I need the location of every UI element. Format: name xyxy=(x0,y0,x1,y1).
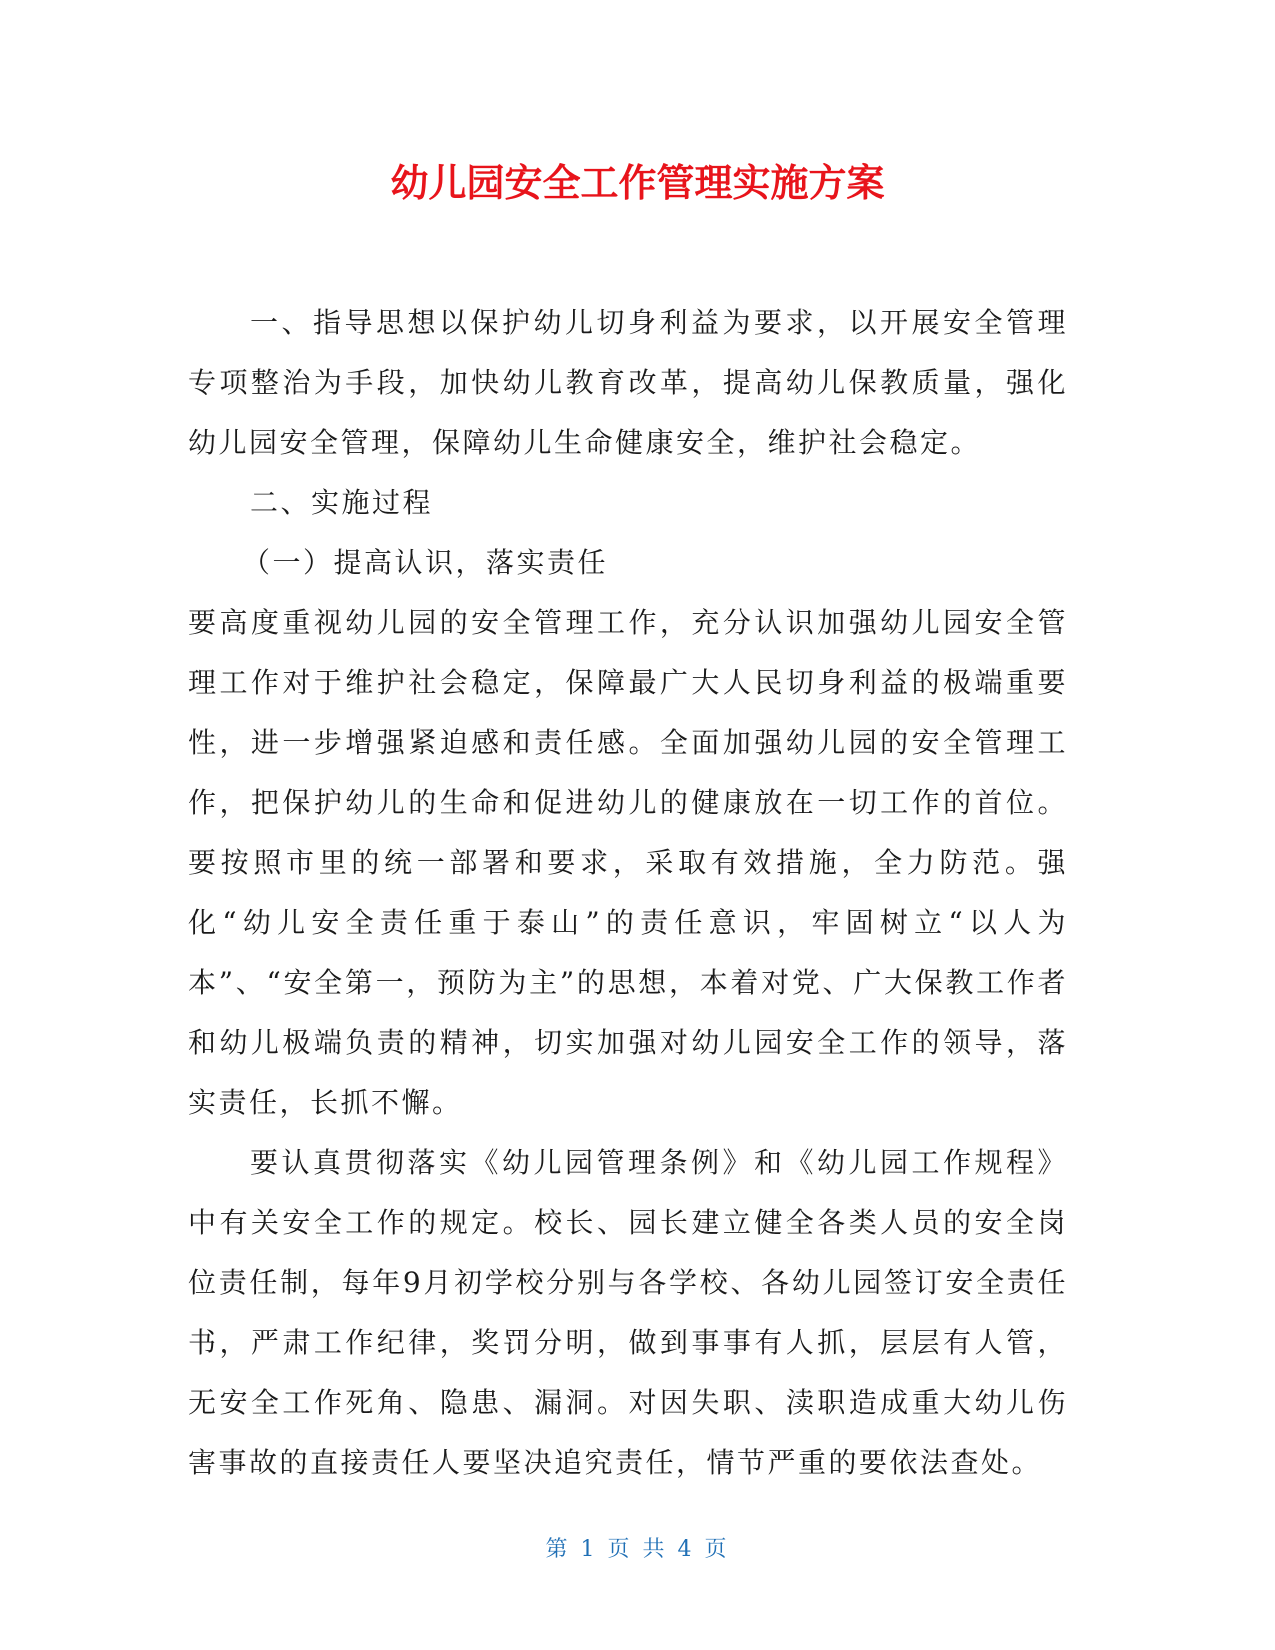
paragraph-implement-regulations: 要认真贯彻落实《幼儿园管理条例》和《幼儿园工作规程》中有关安全工作的规定。校长、园长建立健全各类人员的安全岗位责任制，每年9月初学校分别与各学校、各幼儿园签订安全责任书，严肃工作纪律，奖罚分明，做到事事有人抓，层层有人管，无安全工作死角、隐患、漏洞。对因失职、渎职造成重大幼儿伤害事故的直接责任人要坚决追究责任，情节严重的要依法查处。 xyxy=(188,1146,1068,1479)
document-title: 幼儿园安全工作管理实施方案 xyxy=(390,161,885,205)
page-number-footer: 第 1 页 共 4 页 xyxy=(545,1537,730,1562)
document-body xyxy=(188,293,1068,1493)
paragraph-attach-importance: 要高度重视幼儿园的安全管理工作，充分认识加强幼儿园安全管理工作对于维护社会稳定，保障最广大人民切身利益的极端重要性，进一步增强紧迫感和责任感。全面加强幼儿园的安全管理工作，把保护幼儿的生命和促进幼儿的健康放在一切工作的首位。要按照市里的统一部署和要求，采取有效措施，全力防范。强化“幼儿安全责任重于泰山”的责任意识，牢固树立“以人为本”、“安全第一，预防为主”的思想，本着对党、广大保教工作者和幼儿极端负责的精神，切实加强对幼儿园安全工作的领导，落实责任，长抓不懈。 xyxy=(188,606,1068,1119)
heading-implementation-process: 二、实施过程 xyxy=(250,486,434,519)
subheading-raise-awareness: （一）提高认识，落实责任 xyxy=(242,546,609,579)
paragraph-guiding-ideology: 一、指导思想以保护幼儿切身利益为要求，以开展安全管理专项整治为手段，加快幼儿教育改革，提高幼儿保教质量，强化幼儿园安全管理，保障幼儿生命健康安全，维护社会稳定。 xyxy=(188,306,1068,459)
